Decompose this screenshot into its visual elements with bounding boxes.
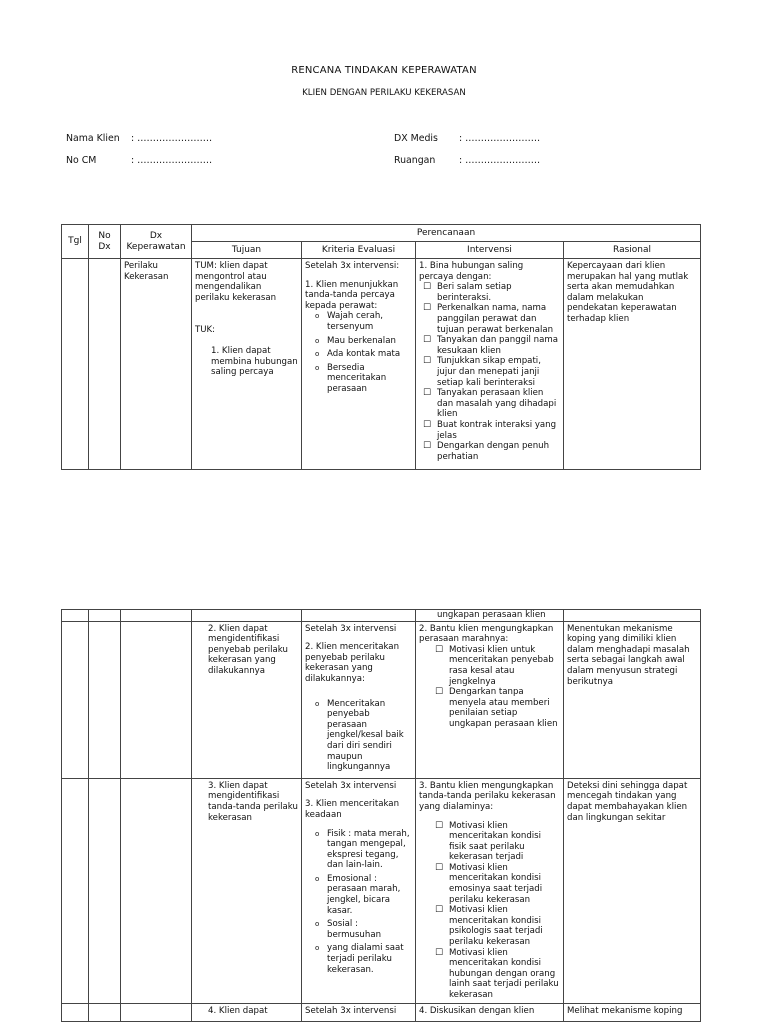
cont-cell — [62, 610, 89, 622]
intervensi3-item: 3. Bantu klien mengungkapkan tanda-tanda perilaku kekerasan yang dialaminya: — [419, 780, 556, 812]
cont-cell — [121, 610, 192, 622]
tuk-1: 1. Klien dapat membina hubungan saling percaya — [211, 345, 298, 378]
cell-kriteria — [302, 259, 416, 470]
kriteria-bullet: o yang dialami saat terjadi perilaku kekerasan. — [327, 943, 412, 975]
header-no-dx — [89, 225, 121, 259]
nama-klien-value: : …………………… — [131, 133, 213, 144]
cell-tujuan-2: 2. Klien dapat mengidentifikasi penyebab perilaku kekerasan yang dilakukannya — [192, 621, 302, 778]
checkbox-item: ☐ Dengarkan tanpa menyela atau memberi penilaian setiap ungkapan perasaan klien — [449, 687, 560, 729]
cell-tujuan — [192, 259, 302, 470]
checkbox-item: ☐ Tanyakan dan panggil nama kesukaan klien — [437, 335, 560, 356]
cell-no-dx — [89, 621, 121, 778]
care-plan-table-page1 — [61, 224, 701, 470]
kriteria3-intro: Setelah 3x intervensi — [305, 780, 397, 791]
tuk-label: TUK: — [195, 325, 216, 336]
kriteria-list — [305, 311, 412, 394]
kriteria-bullet: o Bersedia menceritakan perasaan — [327, 363, 412, 395]
header-no-dx-line2: Dx — [98, 241, 111, 252]
dx-medis-label: DX Medis — [394, 133, 438, 144]
kriteria3-item: 3. Klien menceritakan keadaan — [305, 799, 400, 820]
header-kriteria-evaluasi: Kriteria Evaluasi — [302, 242, 416, 259]
kriteria3-list — [305, 829, 412, 976]
kriteria-bullet: o Emosional : perasaan marah, jengkel, bicara kasar. — [327, 874, 412, 916]
cell-rasional: Kepercayaan dari klien merupakan hal yang mutlak serta akan memudahkan dalam melakukan pendekatan keperawatan terhadap klien — [564, 259, 701, 470]
cell-no-dx — [89, 1003, 121, 1021]
ruangan-value: : …………………… — [459, 155, 541, 166]
checkbox-item: ☐ Perkenalkan nama, nama panggilan perawat dan tujuan perawat berkenalan — [437, 303, 560, 335]
cell-dx — [121, 778, 192, 1003]
no-cm-label: No CM — [66, 155, 97, 166]
checkbox-item: ☐ Dengarkan dengan penuh perhatian — [437, 441, 560, 462]
intervensi3-checklist — [419, 821, 560, 1001]
intervensi2-item: 2. Bantu klien mengungkapkan perasaan marahnya: — [419, 623, 554, 645]
cont-intervensi: ungkapan perasaan klien — [416, 610, 564, 622]
header-perencanaan: Perencanaan — [192, 225, 701, 242]
cell-tujuan-3: 3. Klien dapat mengidentifikasi tanda-tanda perilaku kekerasan — [192, 778, 302, 1003]
header-dx-line2: Keperawatan — [126, 241, 186, 252]
kriteria-item-1: 1. Klien menunjukkan tanda-tanda percaya kepada perawat: — [305, 279, 399, 311]
ruangan-label: Ruangan — [394, 155, 436, 166]
header-dx-line1: Dx — [149, 230, 163, 241]
cell-intervensi-3 — [416, 778, 564, 1003]
checkbox-item: ☐ Tunjukkan sikap empati, jujur dan menepati janji setiap kali berinteraksi — [437, 356, 560, 388]
cont-cell — [192, 610, 302, 622]
cell-rasional-3: Deteksi dini sehingga dapat mencegah tindakan yang dapat membahayakan klien dan lingkungan sekitar — [564, 778, 701, 1003]
kriteria2-list — [305, 699, 412, 773]
header-tujuan: Tujuan — [192, 242, 302, 259]
header-rasional: Rasional — [564, 242, 701, 259]
intervensi2-checklist — [419, 645, 560, 730]
kriteria-bullet: o Ada kontak mata — [327, 349, 412, 360]
checkbox-item: ☐ Motivasi klien untuk menceritakan penyebab rasa kesal atau jengkelnya — [449, 645, 560, 687]
care-plan-table-page2 — [61, 609, 701, 1022]
header-intervensi: Intervensi — [416, 242, 564, 259]
cont-cell — [89, 610, 121, 622]
cell-dx: Perilaku Kekerasan — [121, 259, 192, 470]
kriteria-bullet: o Fisik : mata merah, tangan mengepal, ekspresi tegang, dan lain-lain. — [327, 829, 412, 871]
cell-dx — [121, 1003, 192, 1021]
intervensi-checklist — [419, 282, 560, 462]
nama-klien-label: Nama Klien — [66, 133, 120, 144]
checkbox-item: ☐ Tanyakan perasaan klien dan masalah yang dihadapi klien — [437, 388, 560, 420]
kriteria-intro: Setelah 3x intervensi: — [305, 261, 400, 271]
cell-no-dx — [89, 778, 121, 1003]
checkbox-item: ☐ Motivasi klien menceritakan kondisi emosinya saat terjadi perilaku kekerasan — [449, 863, 560, 905]
cell-tujuan-4: 4. Klien dapat — [192, 1003, 302, 1021]
cont-cell — [302, 610, 416, 622]
header-dx-keperawatan — [121, 225, 192, 259]
cell-tgl — [62, 778, 89, 1003]
cell-kriteria-3 — [302, 778, 416, 1003]
kriteria-bullet: o Wajah cerah, tersenyum — [327, 311, 412, 332]
cell-dx — [121, 621, 192, 778]
document-subtitle: KLIEN DENGAN PERILAKU KEKERASAN — [302, 88, 466, 98]
cell-kriteria-2 — [302, 621, 416, 778]
checkbox-item: ☐ Motivasi klien menceritakan kondisi fisik saat perilaku kekerasan terjadi — [449, 821, 560, 863]
checkbox-item: ☐ Buat kontrak interaksi yang jelas — [437, 420, 560, 441]
cell-intervensi — [416, 259, 564, 470]
cell-intervensi-4: 4. Diskusikan dengan klien — [416, 1003, 564, 1021]
checkbox-item: ☐ Motivasi klien menceritakan kondisi hubungan dengan orang lainh saat terjadi perilaku kekerasan — [449, 948, 560, 1001]
kriteria-bullet: o Sosial : bermusuhan — [327, 919, 412, 940]
kriteria2-intro: Setelah 3x intervensi — [305, 623, 397, 634]
dx-medis-value: : …………………… — [459, 133, 541, 144]
cell-rasional-4: Melihat mekanisme koping — [564, 1003, 701, 1021]
cell-intervensi-2 — [416, 621, 564, 778]
cell-tgl — [62, 621, 89, 778]
kriteria2-item: 2. Klien menceritakan penyebab perilaku kekerasan yang dilakukannya: — [305, 642, 400, 684]
checkbox-item: ☐ Motivasi klien menceritakan kondisi psikologis saat terjadi perilaku kekerasan — [449, 905, 560, 947]
header-tgl: Tgl — [62, 225, 89, 259]
header-no-dx-line1: No — [98, 230, 111, 241]
no-cm-value: : …………………… — [131, 155, 213, 166]
cell-kriteria-4: Setelah 3x intervensi — [302, 1003, 416, 1021]
cell-tgl — [62, 1003, 89, 1021]
document-title: RENCANA TINDAKAN KEPERAWATAN — [291, 65, 477, 76]
cell-tgl — [62, 259, 89, 470]
intervensi-item-1: 1. Bina hubungan saling percaya dengan: — [419, 261, 524, 282]
checkbox-item: ☐ Beri salam setiap berinteraksi. — [437, 282, 560, 303]
tum-text: TUM: klien dapat mengontrol atau mengendalikan perilaku kekerasan — [195, 261, 277, 303]
cell-no-dx — [89, 259, 121, 470]
cont-cell — [564, 610, 701, 622]
cell-rasional-2: Menentukan mekanisme koping yang dimiliki klien dalam menghadapi masalah serta sebagai langkah awal dalam menyusun strategi berikutnya — [564, 621, 701, 778]
kriteria-bullet: o Menceritakan penyebab perasaan jengkel/kesal baik dari diri sendiri maupun lingkungannya — [327, 699, 412, 773]
kriteria-bullet: o Mau berkenalan — [327, 336, 412, 347]
